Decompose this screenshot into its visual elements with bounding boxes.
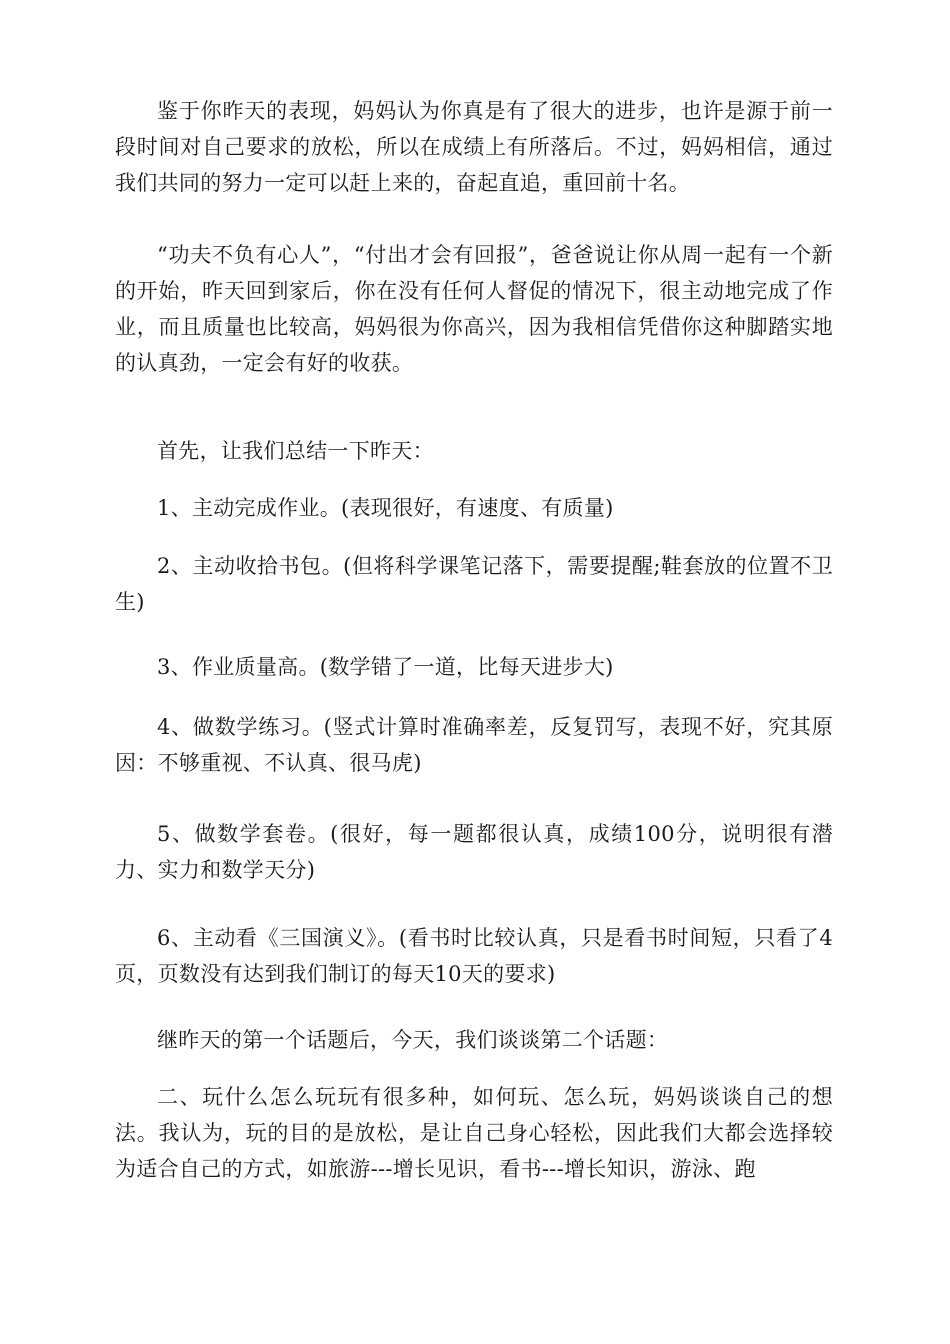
list-item-2: 2、主动收拾书包。(但将科学课笔记落下，需要提醒;鞋套放的位置不卫生) (115, 554, 833, 614)
paragraph-summary-intro: 首先，让我们总结一下昨天： (157, 439, 434, 463)
paragraph-encouragement: “功夫不负有心人”，“付出才会有回报”，爸爸说让你从周一起有一个新的开始，昨天回到家后，你在没有任何人督促的情况下，很主动地完成了作业，而且质量也比较高，妈妈很为你高兴，因为我相信凭借你这种脚踏实地的认真劲，一定会有好的收获。 (115, 243, 833, 375)
list-item-3: 3、作业质量高。(数学错了一道，比每天进步大) (157, 655, 614, 679)
paragraph-topic-two: 二、玩什么怎么玩玩有很多种，如何玩、怎么玩，妈妈谈谈自己的想法。我认为，玩的目的是放松，是让自己身心轻松，因此我们大都会选择较为适合自己的方式，如旅游---增长见识，看书---增长知识，游泳、跑 (115, 1085, 833, 1181)
list-item-6: 6、主动看《三国演义》。(看书时比较认真，只是看书时间短，只看了4页，页数没有达到我们制订的每天10天的要求) (115, 926, 833, 986)
list-item-5: 5、做数学套卷。(很好，每一题都很认真，成绩100分，说明很有潜力、实力和数学天分) (115, 822, 833, 882)
paragraph-progress: 鉴于你昨天的表现，妈妈认为你真是有了很大的进步，也许是源于前一段时间对自己要求的放松，所以在成绩上有所落后。不过，妈妈相信，通过我们共同的努力一定可以赶上来的，奋起直追，重回前十名。 (115, 99, 833, 195)
list-item-4: 4、做数学练习。(竖式计算时准确率差，反复罚写，表现不好，究其原因：不够重视、不认真、很马虎) (115, 715, 833, 775)
paragraph-topic-two-intro: 继昨天的第一个话题后，今天，我们谈谈第二个话题： (157, 1028, 669, 1052)
list-item-1: 1、主动完成作业。(表现很好，有速度、有质量) (157, 496, 614, 520)
